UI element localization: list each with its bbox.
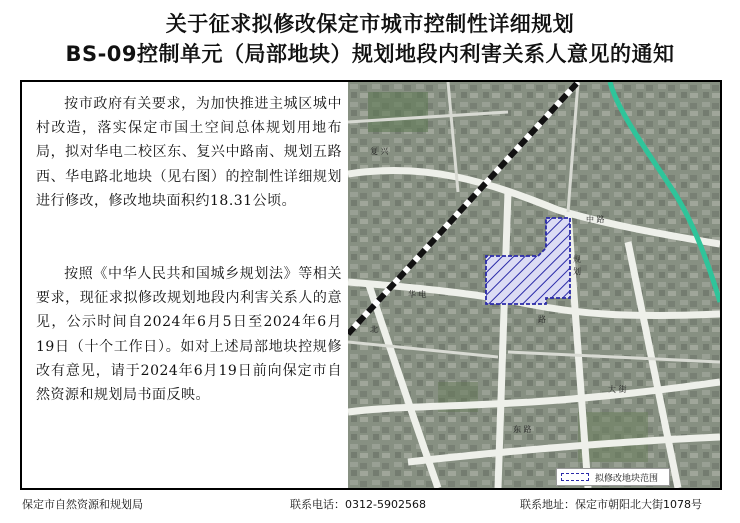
road-label-fuxing-east: 中 路 bbox=[586, 215, 605, 224]
road-label-south: 东 路 bbox=[513, 425, 532, 434]
road-label-huadian-east: 路 bbox=[538, 315, 546, 324]
road-label-guihua: 规 bbox=[573, 255, 581, 264]
notice-paragraph-1 bbox=[36, 92, 342, 213]
notice-paragraph-2 bbox=[36, 262, 342, 407]
paragraph-2-text: 按照《中华人民共和国城乡规划法》等相关要求，现征求拟修改规划地段内利害关系人的意见，公示时间自2024年6月5日至2024年6月19日（十个工作日）。如对上述局部地块控规修改有意见，请于2024年6月19日前向保定市自然资源和规划局书面反映。 bbox=[36, 266, 342, 404]
notice-title-line2: BS-09控制单元（局部地块）规划地段内利害关系人意见的通知 bbox=[65, 42, 675, 66]
notice-title-line1: 关于征求拟修改保定市城市控制性详细规划 bbox=[165, 12, 575, 36]
footer-address: 联系地址：保定市朝阳北大街1078号 bbox=[520, 498, 702, 511]
map-svg bbox=[348, 82, 720, 488]
road-label-east: 大 街 bbox=[608, 385, 627, 394]
footer-organization: 保定市自然资源和规划局 bbox=[22, 498, 143, 511]
road-label-guihua-2: 划 bbox=[573, 267, 581, 276]
legend-parcel-swatch bbox=[561, 473, 589, 481]
notice-text-column bbox=[22, 82, 348, 488]
road-label-fuxing: 复 兴 bbox=[370, 147, 389, 156]
footer-phone: 联系电话：0312-5902568 bbox=[290, 498, 426, 511]
road-label-huadian: 华 电 bbox=[408, 290, 427, 299]
paragraph-1-text: 按市政府有关要求，为加快推进主城区城中村改造，落实保定市国土空间总体规划用地布局，拟对华电二校区东、复兴中路南、规划五路西、华电路北地块（见右图）的控制性详细规划进行修改，修改地块面积约18.31公顷。 bbox=[36, 96, 342, 209]
map-legend bbox=[556, 468, 670, 486]
road-label-north: 北 bbox=[370, 325, 378, 334]
legend-label: 拟修改地块范围 bbox=[595, 473, 659, 484]
location-map bbox=[348, 82, 720, 488]
